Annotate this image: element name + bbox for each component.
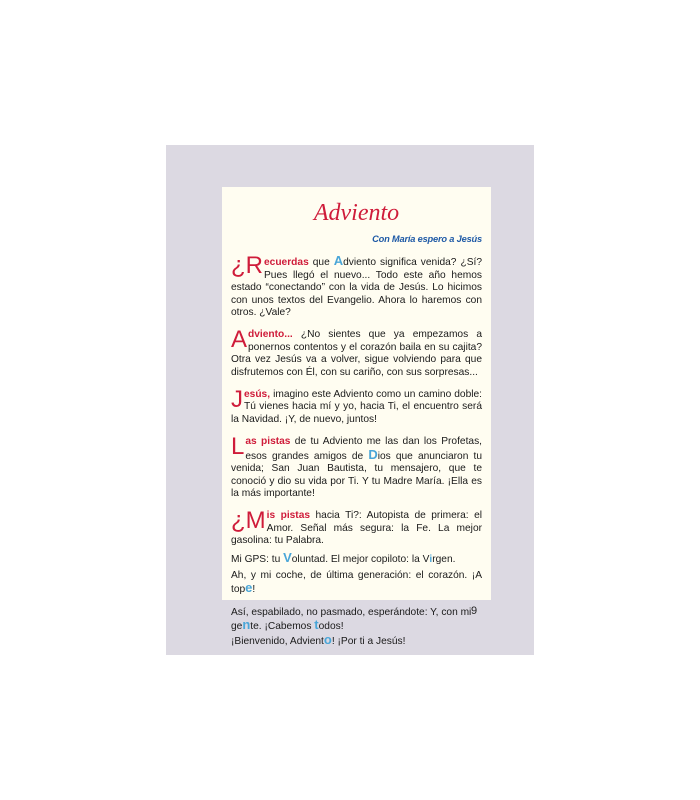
page-number: 9 xyxy=(471,605,478,617)
paragraph-gps: Mi GPS: tu Voluntad. El mejor copiloto: la Virgen. xyxy=(231,549,456,565)
subtitle: Con María espero a Jesús xyxy=(372,234,482,244)
content-card xyxy=(222,187,491,647)
paragraph-jesus: Jesús, imagino este Adviento como un camino doble: Tú vienes hacia mí y yo, hacia Ti, el encuentro será la Navidad. ¡Y, de nuevo, juntos! xyxy=(231,386,482,425)
paragraph-mis-pistas: ¿M is pistas hacia Ti?: Autopista de primera: el Amor. Señal más segura: la Fe. La mejor gasolina: tu Palabra. xyxy=(231,507,482,547)
page-title: Adviento xyxy=(313,200,400,226)
lead-word: esús, xyxy=(244,389,271,401)
dropcap: ¿M xyxy=(231,507,266,535)
paragraph-espabilado: Así, espabilado, no pasmado, esperándote: Y, con mi gente. ¡Cabemos todos! ¡Bienvenido, Adviento! ¡Por ti a Jesús! xyxy=(231,606,472,647)
paragraph-adviento: Adviento... ¿No sientes que ya empezamos a ponernos contentos y el corazón baila en su cajita? Otra vez Jesús va a volver, sigue volviendo para que disfrutemos con Él, con su cariño, con sus sorpresas... xyxy=(231,326,482,378)
dropcap: ¿R xyxy=(231,252,263,280)
dropcap: J xyxy=(231,386,243,414)
lead-word: ecuerdas xyxy=(264,257,309,269)
lead-word: is pistas xyxy=(266,510,311,522)
page-frame xyxy=(166,145,534,655)
dropcap: A xyxy=(231,326,248,354)
dropcap: L xyxy=(231,433,245,461)
paragraph-recuerdas: ¿R ecuerdas que Adviento significa venida? ¿Sí? Pues llegó el nuevo... Todo este año hemos estado “conectando” con la vida de Jesús. Lo hicimos con unos textos del Evangelio. Ahora lo haremos con otros. ¿Vale? xyxy=(231,252,482,319)
lead-word: dviento... xyxy=(248,329,293,341)
paragraph-pistas: Las pistas de tu Adviento me las dan los Profetas, esos grandes amigos de Dios que anunciaron tu venida; San Juan Bautista, tu mensajero, que te conoció y dio su vida por Ti. Y tu Madre María. ¡Ella es la más importante! xyxy=(231,433,482,499)
lead-word: as pistas xyxy=(245,436,291,448)
paragraph-coche: Ah, y mi coche, de última generación: el corazón. ¡A tope! xyxy=(231,569,482,596)
